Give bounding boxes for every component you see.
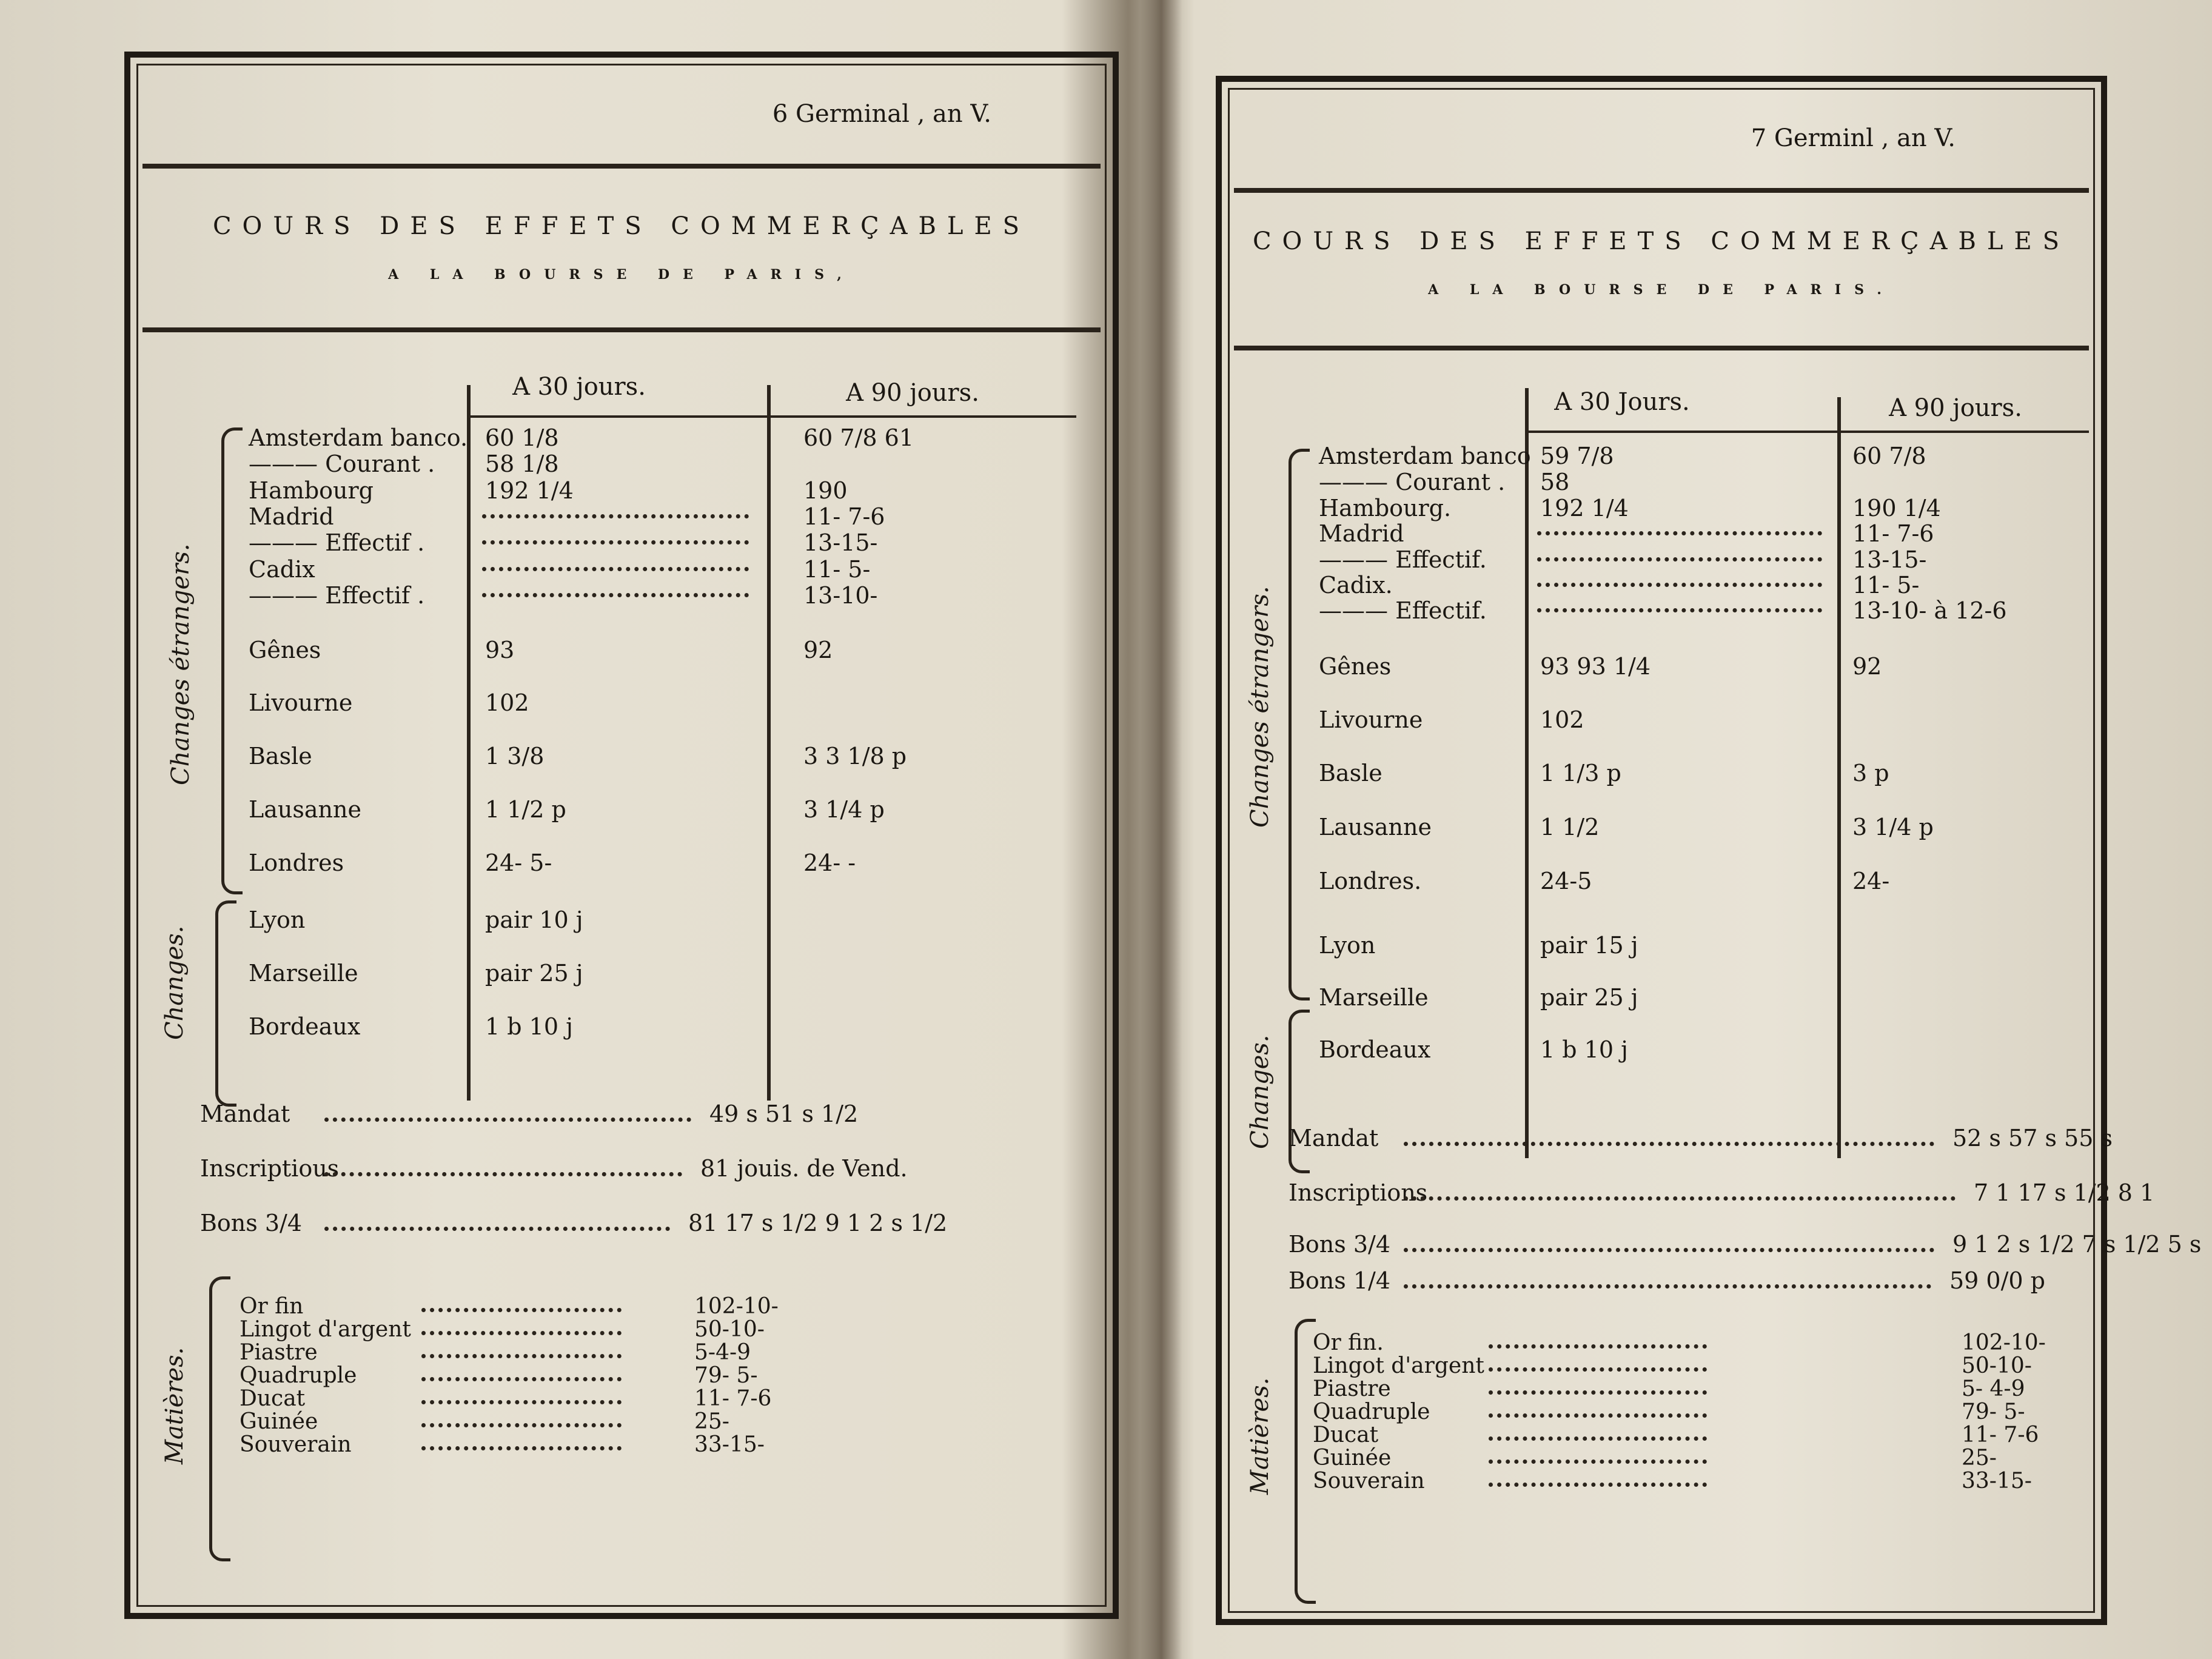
table-cell-90-days: 60 7/8 xyxy=(1852,443,1926,469)
table-cell-90-days: 11- 5- xyxy=(803,556,871,583)
matieres-label: Lingot d'argent xyxy=(1313,1353,1484,1378)
matieres-value: 50-10- xyxy=(1962,1353,2032,1378)
lower-row-label: Mandat xyxy=(200,1101,290,1127)
table-row-label: Lyon xyxy=(249,907,306,933)
header-rule xyxy=(142,164,1101,169)
table-row-label: Hambourg xyxy=(249,477,374,504)
column-header-90-days: A 90 jours. xyxy=(1889,394,2022,422)
lower-row-value: 9 1 2 s 1/2 7 s 1/2 5 s xyxy=(1952,1231,2202,1258)
brace xyxy=(1289,449,1310,1000)
column-divider xyxy=(1837,397,1841,1158)
section-label-changes: Changes. xyxy=(1246,1034,1274,1149)
matieres-label: Lingot d'argent xyxy=(240,1317,411,1342)
table-cell-30-days: 58 1/8 xyxy=(485,451,559,477)
dot-leader xyxy=(1404,1142,1934,1146)
table-cell-30-days: 93 xyxy=(485,637,515,663)
dot-leader xyxy=(1489,1460,1707,1464)
table-row-label: Bordeaux xyxy=(249,1013,361,1040)
table-cell-90-days: 13-15- xyxy=(1852,546,1927,573)
table-row-label: ——— Courant . xyxy=(1319,469,1506,495)
brace xyxy=(209,1276,230,1561)
brace xyxy=(215,900,236,1107)
dot-leader xyxy=(482,593,749,597)
matieres-value: 25- xyxy=(694,1409,729,1434)
table-cell-30-days: pair 15 j xyxy=(1540,932,1638,959)
matieres-value: 33-15- xyxy=(1962,1469,2032,1493)
table-cell-30-days: 1 1/2 p xyxy=(485,796,566,823)
lower-row-value: 52 s 57 s 55 s xyxy=(1952,1125,2113,1151)
table-row-label: Marseille xyxy=(1319,984,1429,1011)
dot-leader xyxy=(1489,1344,1707,1349)
table-row-label: ——— Effectif . xyxy=(249,582,425,609)
matieres-label: Quadruple xyxy=(240,1363,357,1388)
table-row-label: Amsterdam banco xyxy=(1319,443,1531,469)
header-rule xyxy=(1234,188,2089,193)
table-cell-90-days: 24- xyxy=(1852,868,1890,894)
dot-leader xyxy=(421,1446,622,1450)
dot-leader xyxy=(324,1172,682,1176)
lower-row-label: Mandat xyxy=(1289,1125,1379,1151)
dot-leader xyxy=(1489,1436,1707,1441)
dot-leader xyxy=(324,1227,670,1231)
table-cell-90-days: 13-15- xyxy=(803,529,878,556)
table-cell-90-days: 13-10- à 12-6 xyxy=(1852,597,2007,624)
table-cell-90-days: 13-10- xyxy=(803,582,878,609)
table-cell-90-days: 60 7/8 61 xyxy=(803,424,914,451)
matieres-value: 102-10- xyxy=(694,1294,779,1319)
right-page xyxy=(1216,76,2202,1625)
table-row-label: Marseille xyxy=(249,960,358,987)
matieres-value: 79- 5- xyxy=(694,1363,758,1388)
dot-leader xyxy=(482,514,749,518)
table-cell-90-days: 24- - xyxy=(803,850,856,876)
dot-leader xyxy=(421,1308,622,1312)
table-cell-30-days: 24- 5- xyxy=(485,850,552,876)
table-cell-90-days: 190 xyxy=(803,477,848,504)
table-row-label: Lausanne xyxy=(1319,814,1432,840)
lower-row-value: 81 jouis. de Vend. xyxy=(700,1155,908,1182)
table-row-label: Basle xyxy=(1319,760,1382,786)
dot-leader xyxy=(482,540,749,545)
dot-leader xyxy=(1489,1413,1707,1418)
matieres-label: Guinée xyxy=(240,1409,318,1434)
section-label-changes-etrangers: Changes étrangers. xyxy=(1246,586,1274,828)
table-row-label: Gênes xyxy=(1319,653,1392,680)
section-label-changes-etrangers: Changes étrangers. xyxy=(167,543,195,785)
page-subtitle: A LA BOURSE DE PARIS, xyxy=(388,267,855,283)
table-row-label: Livourne xyxy=(249,689,353,716)
matieres-value: 79- 5- xyxy=(1962,1399,2025,1424)
page-subtitle: A LA BOURSE DE PARIS. xyxy=(1428,282,1895,298)
matieres-label: Ducat xyxy=(240,1386,306,1411)
dot-leader xyxy=(482,567,749,571)
table-cell-30-days: 58 xyxy=(1540,469,1570,495)
matieres-label: Quadruple xyxy=(1313,1399,1430,1424)
dot-leader xyxy=(1489,1367,1707,1372)
table-cell-90-days: 11- 7-6 xyxy=(803,503,885,530)
dot-leader xyxy=(1404,1248,1934,1252)
dot-leader xyxy=(324,1118,691,1122)
column-divider xyxy=(767,385,771,1101)
running-head: 7 Germinl , an V. xyxy=(1751,124,1956,152)
matieres-label: Or fin xyxy=(240,1294,304,1319)
table-cell-30-days: 1 1/3 p xyxy=(1540,760,1621,786)
matieres-value: 11- 7-6 xyxy=(1962,1423,2039,1447)
dot-leader xyxy=(1537,531,1822,535)
table-row-label: Madrid xyxy=(249,503,334,530)
lower-row-value: 59 0/0 p xyxy=(1949,1267,2045,1294)
column-header-rule xyxy=(1525,431,2089,433)
column-header-90-days: A 90 jours. xyxy=(846,379,979,407)
lower-row-label: Inscriptions xyxy=(1289,1179,1428,1206)
dot-leader xyxy=(421,1331,622,1335)
table-cell-30-days: 93 93 1/4 xyxy=(1540,653,1651,680)
section-label-changes: Changes. xyxy=(161,925,189,1040)
lower-row-label: Bons 3/4 xyxy=(1289,1231,1391,1258)
table-row-label: ——— Effectif . xyxy=(249,529,425,556)
matieres-value: 11- 7-6 xyxy=(694,1386,772,1411)
table-row-label: Bordeaux xyxy=(1319,1036,1431,1063)
table-row-label: Lausanne xyxy=(249,796,361,823)
table-cell-90-days: 92 xyxy=(803,637,833,663)
lower-row-value: 7 1 17 s 1/2 8 1 xyxy=(1974,1179,2155,1206)
matieres-value: 33-15- xyxy=(694,1432,765,1457)
column-divider xyxy=(1525,388,1529,1158)
table-cell-30-days: 192 1/4 xyxy=(1540,495,1629,521)
matieres-value: 25- xyxy=(1962,1446,1997,1470)
matieres-label: Souverain xyxy=(1313,1469,1425,1493)
table-cell-90-days: 3 p xyxy=(1852,760,1889,786)
table-row-label: Cadix xyxy=(249,556,315,583)
brace xyxy=(221,427,243,894)
table-cell-30-days: 59 7/8 xyxy=(1540,443,1614,469)
table-row-label: Livourne xyxy=(1319,706,1423,733)
dot-leader xyxy=(421,1400,622,1404)
matieres-value: 5- 4-9 xyxy=(1962,1376,2025,1401)
table-row-label: ——— Effectif. xyxy=(1319,597,1487,624)
dot-leader xyxy=(1489,1483,1707,1487)
lower-row-label: Bons 3/4 xyxy=(200,1210,303,1236)
matieres-value: 50-10- xyxy=(694,1317,765,1342)
lower-row-label: Bons 1/4 xyxy=(1289,1267,1391,1294)
section-label-matieres: Matières. xyxy=(161,1347,189,1464)
matieres-label: Guinée xyxy=(1313,1446,1392,1470)
dot-leader xyxy=(1404,1196,1956,1201)
column-divider xyxy=(467,385,471,1101)
table-row-label: Amsterdam banco. xyxy=(249,424,468,451)
table-cell-90-days: 3 1/4 p xyxy=(803,796,885,823)
title-rule xyxy=(142,327,1101,332)
matieres-value: 102-10- xyxy=(1962,1330,2046,1355)
lower-row-label: Inscriptious xyxy=(200,1155,340,1182)
matieres-value: 5-4-9 xyxy=(694,1340,751,1365)
table-row-label: Londres. xyxy=(1319,868,1422,894)
table-row-label: Basle xyxy=(249,743,312,769)
table-row-label: Lyon xyxy=(1319,932,1376,959)
page-title: COURS DES EFFETS COMMERÇABLES xyxy=(212,212,1031,240)
matieres-label: Ducat xyxy=(1313,1423,1379,1447)
dot-leader xyxy=(1537,583,1822,587)
matieres-label: Piastre xyxy=(240,1340,318,1365)
table-row-label: Hambourg. xyxy=(1319,495,1452,521)
lower-row-value: 49 s 51 s 1/2 xyxy=(709,1101,859,1127)
dot-leader xyxy=(1537,557,1822,561)
dot-leader xyxy=(1537,608,1822,612)
dot-leader xyxy=(421,1423,622,1427)
table-cell-30-days: 60 1/8 xyxy=(485,424,559,451)
page-title: COURS DES EFFETS COMMERÇABLES xyxy=(1252,227,2071,255)
table-cell-30-days: 24-5 xyxy=(1540,868,1592,894)
dot-leader xyxy=(421,1377,622,1381)
table-row-label: Cadix. xyxy=(1319,572,1393,598)
table-cell-30-days: 1 b 10 j xyxy=(485,1013,573,1040)
table-cell-30-days: 1 3/8 xyxy=(485,743,545,769)
table-cell-30-days: 1 b 10 j xyxy=(1540,1036,1628,1063)
dot-leader xyxy=(1489,1390,1707,1395)
table-cell-30-days: pair 25 j xyxy=(485,960,583,987)
table-cell-90-days: 3 3 1/8 p xyxy=(803,743,907,769)
table-cell-90-days: 11- 5- xyxy=(1852,572,1920,598)
table-cell-90-days: 11- 7-6 xyxy=(1852,520,1934,547)
matieres-label: Souverain xyxy=(240,1432,352,1457)
left-page xyxy=(124,52,1119,1619)
title-rule xyxy=(1234,346,2089,350)
table-cell-30-days: 1 1/2 xyxy=(1540,814,1600,840)
column-header-rule xyxy=(470,415,1076,418)
book-gutter xyxy=(1140,0,1182,1659)
lower-row-value: 81 17 s 1/2 9 1 2 s 1/2 xyxy=(688,1210,948,1236)
table-cell-30-days: pair 25 j xyxy=(1540,984,1638,1011)
table-cell-30-days: 192 1/4 xyxy=(485,477,574,504)
table-cell-90-days: 190 1/4 xyxy=(1852,495,1941,521)
matieres-label: Or fin. xyxy=(1313,1330,1384,1355)
section-label-matieres: Matières. xyxy=(1246,1377,1274,1495)
table-cell-90-days: 3 1/4 p xyxy=(1852,814,1934,840)
table-row-label: ——— Effectif. xyxy=(1319,546,1487,573)
table-row-label: Gênes xyxy=(249,637,321,663)
table-cell-30-days: pair 10 j xyxy=(485,907,583,933)
table-row-label: Londres xyxy=(249,850,344,876)
table-cell-30-days: 102 xyxy=(485,689,529,716)
matieres-label: Piastre xyxy=(1313,1376,1391,1401)
column-header-30-days: A 30 jours. xyxy=(512,373,646,401)
table-row-label: ——— Courant . xyxy=(249,451,435,477)
dot-leader xyxy=(1404,1284,1931,1289)
dot-leader xyxy=(421,1354,622,1358)
running-head: 6 Germinal , an V. xyxy=(772,100,991,128)
table-cell-90-days: 92 xyxy=(1852,653,1882,680)
table-row-label: Madrid xyxy=(1319,520,1404,547)
table-cell-30-days: 102 xyxy=(1540,706,1584,733)
column-header-30-days: A 30 Jours. xyxy=(1554,388,1690,416)
